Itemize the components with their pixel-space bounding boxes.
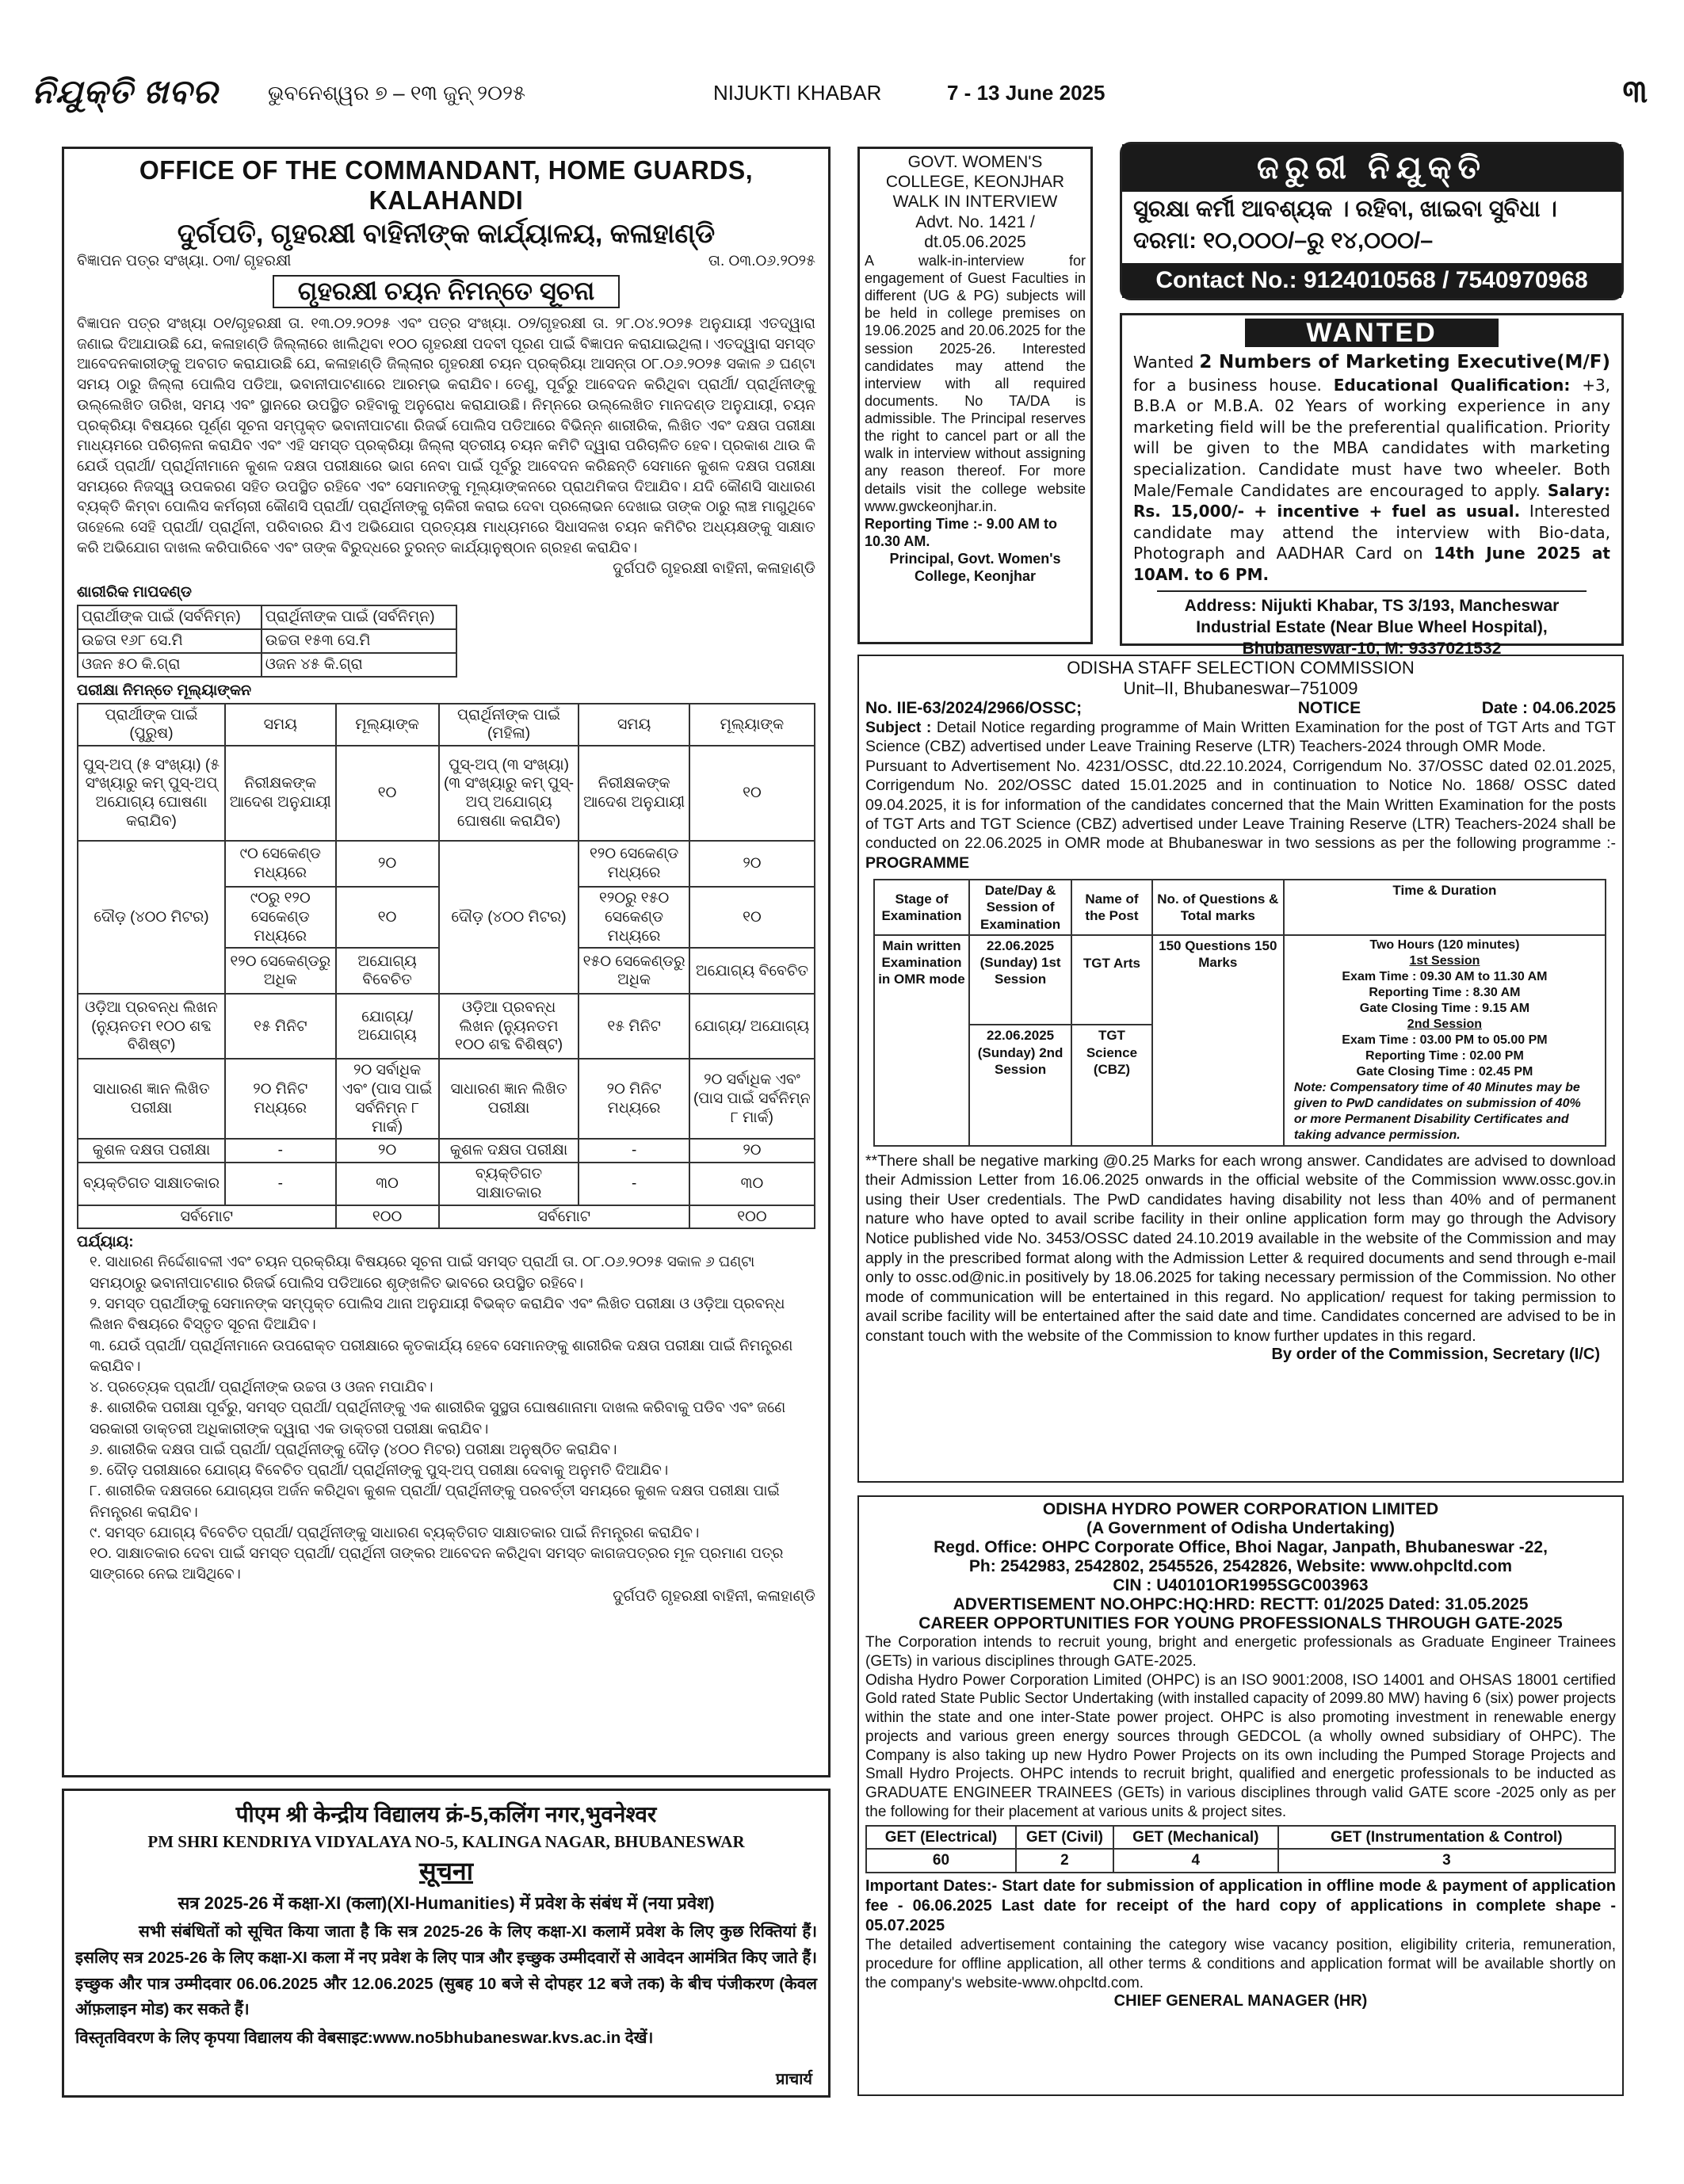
- ohpc-h: GET (Electrical): [866, 1826, 1016, 1850]
- ossc-s2-date: 22.06.2025 (Sunday) 2nd Session: [969, 1025, 1071, 1145]
- gwc-sign: Principal, Govt. Women's College, Keonjhar: [889, 551, 1061, 585]
- hg-eval-race-m: ଦୌଡ଼ (୪୦୦ ମିଟର): [78, 841, 225, 994]
- hg-eval-total: ୧୦୦: [689, 1205, 815, 1229]
- hg-eval-cell: ନିରୀକ୍ଷକଙ୍କ ଆଦେଶ ଅନୁଯାୟୀ: [225, 746, 336, 841]
- hg-notes-title: ପର୍ଯ୍ୟାୟ:: [77, 1234, 134, 1251]
- hg-eval-cell: ୩୦: [336, 1163, 439, 1205]
- wanted-body-e: +3, B.B.A or M.B.A. 02 Years of working experience in any marketing field will be the preferential qualification. Priority will be given to the MBA candidates with marketing specialization. Candidate must have two wheeler. Both Male/Female Candidates are encouraged to apply.: [1133, 375, 1611, 500]
- page-number: ୩: [1622, 74, 1648, 109]
- kv-notice: [62, 1789, 831, 2098]
- kv-heading: सूचना: [418, 1857, 473, 1885]
- ossc-s2-post: TGT Science (CBZ): [1071, 1025, 1152, 1145]
- ohpc-notice: [857, 1495, 1624, 2096]
- hg-note: ୯. ସମସ୍ତ ଯୋଗ୍ୟ ବିବେଚିତ ପ୍ରାର୍ଥୀ/ ପ୍ରାର୍ଥିନୀଙ୍କୁ ସାଧାରଣ ବ୍ୟକ୍ତିଗତ ସାକ୍ଷାତକାର ପାଇଁ ନିମନ୍ତ୍ରଣ କରାଯିବ।: [90, 1523, 700, 1541]
- hg-heading: ଗୃହରକ୍ଷୀ ଚୟନ ନିମନ୍ତେ ସୂଚନା: [273, 275, 620, 308]
- hg-eval-h: ସମୟ: [579, 704, 689, 746]
- hg-eval-cell: ଓଡ଼ିଆ ପ୍ରବନ୍ଧ ଲିଖନ (ନ୍ୟୁନତମ ୧୦୦ ଶବ୍ଦ ବିଶିଷ୍ଟ): [439, 994, 579, 1059]
- hg-eval-h: ସମୟ: [225, 704, 336, 746]
- ohpc-v: 3: [1278, 1849, 1615, 1873]
- hg-eval-h: ପ୍ରାର୍ଥିନୀଙ୍କ ପାଇଁ (ମହିଳା): [439, 704, 579, 746]
- hg-eval-cell: ୨୦: [689, 841, 815, 887]
- ossc-para: Pursuant to Advertisement No. 4231/OSSC, dtd.22.10.2024, Corrigendum No. 37/OSSC dated 02.01.2025, Corrigendum No. 202/OSSC dated 15.01.2025 and in continuation to Notice No. 1868/ OSSC dated 09.04.2025, it is for information of the candidates concerned that the Main Written Examination for the posts of TGT Arts and TGT Science (CBZ) advertised under Leave Training Reserve (LTR) Teachers-2024 shall be conducted on 22.06.2025 in OMR mode at Bhubaneswar in two sessions as per the following programme :-: [865, 757, 1616, 853]
- ossc-s1-post: TGT Arts: [1071, 935, 1152, 1025]
- hg-physical-table: [77, 605, 457, 677]
- urgent-line2: ଦରମା: ୧୦,୦୦୦/–ରୁ ୧୪,୦୦୦/–: [1133, 228, 1434, 254]
- ossc-notice: [857, 655, 1624, 1483]
- ossc-sess1-line: Exam Time : 09.30 AM to 11.30 AM: [1342, 969, 1548, 983]
- hg-eval-total: ୧୦୦: [336, 1205, 439, 1229]
- gwc-body: A walk-in-interview for engagement of Guest Faculties in different (UG & PG) subjects will be held in college premises on 19.06.2025 and 20.06.2025 for the session 2025-26. Interested candidates may attend the interview with all required documents. No TA/DA is admissible. The Principal reserves the right to cancel part or all the walk in interview without assigning any reason thereof. For more details visit the college website www.gwckeonjhar.in.: [865, 252, 1086, 514]
- hg-eval-cell: କୁଶଳ ଦକ୍ଷତା ପରୀକ୍ଷା: [439, 1139, 579, 1163]
- hg-note: ୧. ସାଧାରଣ ନିର୍ଦ୍ଦେଶାବଳୀ ଏବଂ ଚୟନ ପ୍ରକ୍ରିୟା ବିଷୟରେ ସୂଚନା ପାଇଁ ସମସ୍ତ ପ୍ରାର୍ଥୀ ତା. ୦୮.୦୬.୨୦୨୫ ସକାଳ ୬ ଘଣ୍ଟା ସମୟଠାରୁ ଭବାନୀପାଟଣାର ରିଜର୍ଭ ପୋଲିସ ପଡିଆରେ ଶୃଙ୍ଖଳିତ ଭାବରେ ଉପସ୍ଥିତ ରହିବେ।: [90, 1253, 755, 1291]
- gwc-timing: Reporting Time :- 9.00 AM to 10.30 AM.: [865, 515, 1058, 549]
- hg-eval-cell: ନିରୀକ୍ଷକଙ୍କ ଆଦେଶ ଅନୁଯାୟୀ: [579, 746, 689, 841]
- hg-note: ୫. ଶାରୀରିକ ପରୀକ୍ଷା ପୂର୍ବରୁ, ସମସ୍ତ ପ୍ରାର୍ଥୀ/ ପ୍ରାର୍ଥିନୀଙ୍କୁ ଏକ ଶାରୀରିକ ସୁସ୍ଥତା ଘୋଷଣାନାମା ଦାଖଲ କରିବାକୁ ପଡିବ ଏବଂ ଜଣେ ସରକାରୀ ଡାକ୍ତରୀ ଅଧିକାରୀଙ୍କ ଦ୍ୱାରା ଏକ ଡାକ୍ତରୀ ପରୀକ୍ଷା କରାଯିବ।: [90, 1399, 786, 1437]
- hg-notes: [77, 1251, 815, 1584]
- urgent-banner: ଜରୁରୀ ନିଯୁକ୍ତି: [1122, 144, 1621, 192]
- hg-eval-title: ପରୀକ୍ଷା ନିମନ୍ତେ ମୂଲ୍ୟାଙ୍କନ: [77, 682, 252, 699]
- wanted-body-b: 2 Numbers of Marketing Executive(M/F): [1199, 352, 1610, 372]
- kv-sub: सत्र 2025-26 में कक्षा-XI (कला)(XI-Humanities) में प्रवेश के संबंध में (नया प्रवेश): [178, 1893, 715, 1913]
- wanted-body-a: Wanted: [1133, 353, 1194, 372]
- ossc-dur-title: Two Hours (120 minutes): [1369, 937, 1520, 952]
- hg-note: ୪. ପ୍ରତ୍ୟେକ ପ୍ରାର୍ଥୀ/ ପ୍ରାର୍ଥିନୀଙ୍କ ଉଚ୍ଚତା ଓ ଓଜନ ମପାଯିବ।: [90, 1378, 433, 1396]
- hg-eval-cell: କୁଶଳ ଦକ୍ଷତା ପରୀକ୍ଷା: [78, 1139, 225, 1163]
- hg-eval-cell: ୧୨୦ ସେକେଣ୍ଡରୁ ଅଧିକ: [225, 948, 336, 994]
- ossc-sess2: 2nd Session: [1407, 1017, 1483, 1031]
- hg-eval-cell: ୧୫ ମିନିଟ: [579, 994, 689, 1059]
- hg-eval-cell: ଯୋଗ୍ୟ/ ଅଯୋଗ୍ୟ: [336, 994, 439, 1059]
- urgent-recruitment: [1120, 142, 1624, 300]
- ohpc-v: 2: [1016, 1849, 1113, 1873]
- ossc-notice-label: NOTICE: [1297, 699, 1361, 717]
- hg-title-en: OFFICE OF THE COMMANDANT, HOME GUARDS, KALAHANDI: [139, 155, 754, 215]
- ohpc-cin: CIN : U40101OR1995SGC003963: [1113, 1576, 1369, 1594]
- ossc-stage: Main written Examination in OMR mode: [874, 935, 969, 1146]
- wanted-notice: [1120, 313, 1624, 659]
- hg-eval-cell: ପୁସ୍-ଅପ୍ (୫ ସଂଖ୍ୟା) (୫ ସଂଖ୍ୟାରୁ କମ୍ ପୁସ୍-ଅପ୍ ଅଯୋଗ୍ୟ ଘୋଷଣା କରାଯିବ): [78, 746, 225, 841]
- wanted-title-text: WANTED: [1306, 318, 1438, 348]
- hg-eval-cell: ୨୦ ସର୍ବାଧିକ ଏବଂ (ପାସ ପାଇଁ ସର୍ବନିମ୍ନ ୮ ମାର୍କ): [689, 1059, 815, 1139]
- ossc-sess2-line: Gate Closing Time : 02.45 PM: [1356, 1064, 1533, 1079]
- wanted-body-f: Salary: Rs. 15,000/- + incentive + fuel as usual.: [1133, 480, 1610, 521]
- kv-principal: प्राचार्य: [775, 2071, 812, 2088]
- hg-adv-date: ତା. ୦୩.୦୬.୨୦୨୫: [708, 253, 815, 269]
- hg-eval-cell: ୨୦ ସର୍ବାଧିକ ଏବଂ (ପାସ ପାଇଁ ସର୍ବନିମ୍ନ ୮ ମାର୍କ): [336, 1059, 439, 1139]
- hg-eval-cell: ୧୨୦ରୁ ୧୫୦ ସେକେଣ୍ଡ ମଧ୍ୟରେ: [579, 887, 689, 948]
- hg-note: ୨. ସମସ୍ତ ପ୍ରାର୍ଥୀଙ୍କୁ ସେମାନଙ୍କ ସମ୍ପୃକ୍ତ ପୋଲିସ ଥାନା ଅନୁଯାୟୀ ବିଭକ୍ତ କରାଯିବ ଏବଂ ଲିଖିତ ପରୀକ୍ଷା ଓ ଓଡ଼ିଆ ପ୍ରବନ୍ଧ ଲିଖନ ବିଷୟରେ ବିସ୍ତୃତ ସୂଚନା ଦିଆଯିବ।: [90, 1294, 785, 1333]
- hg-eval-cell: ସାଧାରଣ ଜ୍ଞାନ ଲିଖିତ ପରୀକ୍ଷା: [78, 1059, 225, 1139]
- wanted-body-d: Educational Qualification:: [1333, 375, 1571, 395]
- gwc-adv: Advt. No. 1421 / dt.05.06.2025: [915, 212, 1035, 251]
- ossc-sess2-line: Reporting Time : 02.00 PM: [1365, 1048, 1524, 1063]
- ossc-date: Date : 04.06.2025: [1481, 699, 1616, 717]
- wanted-body-h: 14th June 2025 at 10AM. to 6 PM.: [1133, 544, 1610, 584]
- ossc-h: Date/Day & Session of Examination: [969, 880, 1071, 935]
- ohpc-detail: The detailed advertisement containing the category wise vacancy position, eligibility criteria, remuneration, procedure for offline application, all other terms & conditions and application format will be available shortly on the company's website-www.ohpcltd.com.: [865, 1937, 1616, 1991]
- hg-eval-h: ମୂଲ୍ୟାଙ୍କ: [336, 704, 439, 746]
- hg-eval-cell: ୧୦: [689, 746, 815, 841]
- hg-eval-total: ସର୍ବମୋଟ: [439, 1205, 689, 1229]
- hg-physical-cell: ଓଜନ ୫୦ କି.ଗ୍ରା: [78, 653, 262, 677]
- masthead-logo: ନିଯୁକ୍ତି ଖବର: [32, 73, 219, 110]
- hg-signature: ଦୁର୍ଗପତି ଗୃହରକ୍ଷୀ ବାହିନୀ, କଳାହାଣ୍ଡି: [613, 560, 815, 578]
- hg-eval-cell: -: [225, 1163, 336, 1205]
- hg-note: ୧୦. ସାକ୍ଷାତକାର ଦେବା ପାଇଁ ସମସ୍ତ ପ୍ରାର୍ଥୀ/ ପ୍ରାର୍ଥିନୀ ତାଙ୍କର ଆବେଦନ କରିଥିବା ସମସ୍ତ କାଗଜପତ୍ରର ମୂଳ ପ୍ରମାଣ ପତ୍ର ସାଙ୍ଗରେ ନେଇ ଆସିଥିବେ।: [90, 1544, 784, 1583]
- hg-note: ୮. ଶାରୀରିକ ଦକ୍ଷତାରେ ଯୋଗ୍ୟତା ଅର୍ଜନ କରିଥିବା କୁଶଳ ପ୍ରାର୍ଥୀ/ ପ୍ରାର୍ଥିନୀଙ୍କୁ ପରବର୍ତ୍ତୀ ସମୟରେ କୁଶଳ ଦକ୍ଷତା ପରୀକ୍ଷା ପାଇଁ ନିମନ୍ତ୍ରଣ କରାଯିବ।: [90, 1482, 780, 1520]
- ohpc-v: 60: [866, 1849, 1016, 1873]
- ohpc-adv: ADVERTISEMENT NO.OHPC:HQ:HRD: RECTT: 01/2025 Dated: 31.05.2025: [953, 1595, 1529, 1613]
- ossc-subject: Detail Notice regarding programme of Main Written Examination for the post of TGT Arts and TGT Science (CBZ) advertised under Leave Training Reserve (LTR) Teachers-2024 through OMR Mode.: [865, 719, 1616, 756]
- ossc-h: Time & Duration: [1284, 880, 1606, 935]
- hg-eval-table: [77, 703, 815, 1230]
- hg-eval-cell: ବ୍ୟକ୍ତିଗତ ସାକ୍ଷାତକାର: [439, 1163, 579, 1205]
- ossc-title: ODISHA STAFF SELECTION COMMISSION: [1067, 658, 1415, 678]
- ossc-pwd-note: Note: Compensatory time of 40 Minutes may be given to PwD candidates on submission of 40% or more Permanent Disability Certificates and taking advance permission.: [1293, 1080, 1581, 1142]
- hg-eval-cell: ୧୦: [336, 746, 439, 841]
- ossc-programme: PROGRAMME: [865, 853, 970, 872]
- ohpc-h: GET (Civil): [1016, 1826, 1113, 1850]
- ohpc-dates: Important Dates:- Start date for submission of application in offline mode & payment of application fee - 06.06.2025 Last date for receipt of the hard copy of applications in complete shape - 05.07.2025: [865, 1877, 1616, 1934]
- ossc-programme-table: [873, 879, 1606, 1147]
- hg-physical-title: ଶାରୀରିକ ମାପଦଣ୍ଡ: [77, 584, 193, 601]
- hg-physical-h2: ପ୍ରାର୍ଥିନୀଙ୍କ ପାଇଁ (ସର୍ବନିମ୍ନ): [262, 605, 456, 629]
- hg-physical-cell: ଉଚ୍ଚତା ୧୬୮ ସେ.ମି: [78, 629, 262, 653]
- ossc-sess1-line: Gate Closing Time : 9.15 AM: [1359, 1001, 1530, 1015]
- hg-note: ୩. ଯେଉଁ ପ୍ରାର୍ଥୀ/ ପ୍ରାର୍ଥିନୀମାନେ ଉପରୋକ୍ତ ପରୀକ୍ଷାରେ କୃତକାର୍ଯ୍ୟ ହେବେ ସେମାନଙ୍କୁ ଶାରୀରିକ ଦକ୍ଷତା ପରୀକ୍ଷା ପାଇଁ ନିମନ୍ତ୍ରଣ କରାଯିବ।: [90, 1336, 793, 1374]
- wanted-body-g: Interested candidate may attend the interview with Bio-data, Photograph and AADHAR Card on: [1133, 502, 1610, 563]
- masthead-date: 7 - 13 June 2025: [947, 81, 1105, 105]
- hg-eval-cell: ୩୦: [689, 1163, 815, 1205]
- hg-physical-h1: ପ୍ରାର୍ଥୀଙ୍କ ପାଇଁ (ସର୍ବନିମ୍ନ): [78, 605, 262, 629]
- hg-eval-cell: ୨୦ ମିନିଟ ମଧ୍ୟରେ: [579, 1059, 689, 1139]
- ossc-subject-label: Subject :: [865, 719, 932, 736]
- ohpc-vacancy-table: [865, 1825, 1616, 1874]
- kv-website[interactable]: विस्तृतविवरण के लिए कृपया विद्यालय की वेबसाइट:www.no5bhubaneswar.kvs.ac.in देखें।: [75, 2029, 654, 2048]
- ossc-sess2-line: Exam Time : 03.00 PM to 05.00 PM: [1342, 1033, 1548, 1047]
- ohpc-p1: The Corporation intends to recruit young, bright and energetic professionals as Graduate Engineer Trainees (GETs) in various disciplines through GATE-2025.: [865, 1634, 1616, 1670]
- kv-title-hi: पीएम श्री केन्द्रीय विद्यालय क्रं-5,कलिंग नगर,भुवनेश्वर: [235, 1802, 657, 1827]
- ossc-ref: No. IIE-63/2024/2966/OSSC;: [865, 699, 1083, 717]
- hg-eval-cell: -: [579, 1139, 689, 1163]
- hg-eval-cell: ୧୫ ମିନିଟ: [225, 994, 336, 1059]
- gwc-notice: [857, 147, 1093, 644]
- hg-eval-cell: -: [579, 1163, 689, 1205]
- hg-eval-race-f: ଦୌଡ଼ (୪୦୦ ମିଟର): [439, 841, 579, 994]
- hg-eval-cell: ୧୦: [689, 887, 815, 948]
- ohpc-title: ODISHA HYDRO POWER CORPORATION LIMITED: [1042, 1500, 1439, 1518]
- ohpc-career: CAREER OPPORTUNITIES FOR YOUNG PROFESSIONALS THROUGH GATE-2025: [918, 1614, 1563, 1632]
- wanted-title: [1245, 319, 1499, 347]
- ossc-h: No. of Questions & Total marks: [1152, 880, 1284, 935]
- hg-signature-2: ଦୁର୍ଗପତି ଗୃହରକ୍ଷୀ ବାହିନୀ, କଳାହାଣ୍ଡି: [613, 1587, 815, 1605]
- ossc-sess1-line: Reporting Time : 8.30 AM: [1369, 985, 1521, 999]
- wanted-body: [1133, 350, 1610, 586]
- hg-eval-cell: ଯୋଗ୍ୟ/ ଅଯୋଗ୍ୟ: [689, 994, 815, 1059]
- ohpc-h: GET (Mechanical): [1113, 1826, 1278, 1850]
- ossc-unit: Unit–II, Bhubaneswar–751009: [1123, 678, 1358, 698]
- hg-physical-cell: ଓଜନ ୪୫ କି.ଗ୍ରା: [262, 653, 456, 677]
- hg-eval-cell: ୧୫୦ ସେକେଣ୍ଡରୁ ଅଧିକ: [579, 948, 689, 994]
- ohpc-office: Regd. Office: OHPC Corporate Office, Bhoi Nagar, Janpath, Bhubaneswar -22,: [934, 1538, 1548, 1556]
- ossc-order: By order of the Commission, Secretary (I/C): [1271, 1346, 1600, 1364]
- hg-eval-cell: -: [225, 1139, 336, 1163]
- hg-eval-cell: ଅଯୋଗ୍ୟ ବିବେଚିତ: [336, 948, 439, 994]
- hg-eval-cell: ଅଯୋଗ୍ୟ ବିବେଚିତ: [689, 948, 815, 994]
- urgent-contact[interactable]: Contact No.: 9124010568 / 7540970968: [1122, 263, 1621, 298]
- hg-eval-cell: ଓଡ଼ିଆ ପ୍ରବନ୍ଧ ଲିଖନ (ନ୍ୟୁନତମ ୧୦୦ ଶବ୍ଦ ବିଶିଷ୍ଟ): [78, 994, 225, 1059]
- masthead-odia-date: ଭୁବନେଶ୍ୱର ୭ – ୧୩ ଜୁନ୍ ୨୦୨୫: [268, 81, 526, 105]
- masthead-paper-name: NIJUKTI KHABAR: [713, 81, 882, 105]
- wanted-body-c: for a business house.: [1133, 375, 1322, 395]
- hg-eval-cell: ସାଧାରଣ ଜ୍ଞାନ ଲିଖିତ ପରୀକ୍ଷା: [439, 1059, 579, 1139]
- home-guards-notice: [62, 147, 831, 1777]
- kv-title-en: PM SHRI KENDRIYA VIDYALAYA NO-5, KALINGA NAGAR, BHUBANESWAR: [147, 1832, 745, 1851]
- ossc-questions: 150 Questions 150 Marks: [1152, 935, 1284, 1146]
- ossc-after: **There shall be negative marking @0.25 Marks for each wrong answer. Candidates are advised to download their Admission Letter from 16.06.2025 onwards in the official website of the Commission www.ossc.gov.in using their User credentials. The PwD candidates having disability not less than 40% and of permanent nature who have opted to avail scribe facility in their online application form may go through the Advisory Notice published vide No. 3453/OSSC dated 24.10.2019 available in the website of the Commission and may apply in the prescribed format along with the Admission Letter & required documents and send through e-mail only to ossc.od@nic.in positively by 18.06.2025 for taking necessary permission of the Commission. No other mode of communication will be entertained in this regard. No application/ request for taking permission to avail scribe facility will be entertained after the said date and time. Candidates concerned are advised to be in constant touch with the website of the Commission to know further updates in this regard.: [865, 1151, 1616, 1345]
- gwc-title: GOVT. WOMEN'S COLLEGE, KEONJHAR WALK IN INTERVIEW: [885, 153, 1065, 212]
- hg-adv-no: ବିଜ୍ଞାପନ ପତ୍ର ସଂଖ୍ୟା. ୦୩/ ଗୃହରକ୍ଷୀ: [77, 253, 292, 269]
- wanted-address: Address: Nijukti Khabar, TS 3/193, Mancheswar Industrial Estate (Near Blue Wheel Hospital), Bhubaneswar-10, M: 9337021532: [1157, 590, 1587, 660]
- ossc-s1-date: 22.06.2025 (Sunday) 1st Session: [969, 935, 1071, 1025]
- hg-eval-total: ସର୍ବମୋଟ: [78, 1205, 336, 1229]
- hg-eval-cell: ୯୦ ସେକେଣ୍ଡ ମଧ୍ୟରେ: [225, 841, 336, 887]
- ohpc-p2: Odisha Hydro Power Corporation Limited (OHPC) is an ISO 9001:2008, ISO 14001 and OHSAS 18001 certified Gold rated State Public Sector Undertaking (with installed capacity of 2099.80 MW) having 6 (six) power projects within the state and one inter-State power project. OHPC is also promoting investment in renewable energy projects and various green energy sources through GEDCOL (a wholly owned subsidiary of OHPC). The Company is also taking up new Hydro Power Projects on its own including the Pumped Storage Projects and Small Hydro Projects. OHPC intends to recruit bright, qualified and energetic professionals to be inducted as GRADUATE ENGINEER TRAINEES (GETs) in various disciplines through valid GATE score -2025 only as per the following for their placement at various units & project sites.: [865, 1671, 1616, 1820]
- hg-eval-cell: ୨୦: [689, 1139, 815, 1163]
- urgent-line1: ସୁରକ୍ଷା କର୍ମୀ ଆବଶ୍ୟକ । ରହିବା, ଖାଇବା ସୁବିଧା ।: [1133, 197, 1557, 222]
- hg-eval-cell: ୨୦: [336, 841, 439, 887]
- ohpc-v: 4: [1113, 1849, 1278, 1873]
- hg-body: ବିଜ୍ଞାପନ ପତ୍ର ସଂଖ୍ୟା ୦୧/ଗୃହରକ୍ଷୀ ତା. ୧୩.୦୨.୨୦୨୫ ଏବଂ ପତ୍ର ସଂଖ୍ୟା. ୦୨/ଗୃହରକ୍ଷୀ ତା. ୨୮.୦୪.୨୦୨୫ ଅନୁଯାୟୀ ଏତଦ୍ୱାରା ଜଣାଇ ଦିଆଯାଉଛି ଯେ, କଳାହାଣ୍ଡି ଜିଲ୍ଲାରେ ଖାଲିଥିବା ୧୦୦ ଗୃହରକ୍ଷୀ ପଦବୀ ପୂରଣ ପାଇଁ ବିଜ୍ଞାପନ କରାଯାଇଥିଲା। ଏତଦ୍ୱାରା ସମସ୍ତ ଆବେଦନକାରୀଙ୍କୁ ଅବଗତ କରାଯାଉଛି ଯେ, କଳାହାଣ୍ଡି ଜିଲ୍ଲାର ଗୃହରକ୍ଷୀ ଚୟନ ପ୍ରକ୍ରିୟା ଆସନ୍ତା ୦୮.୦୬.୨୦୨୫ ସକାଳ ୬ ଘଣ୍ଟା ସମୟ ଠାରୁ ଜିଲ୍ଲା ପୋଲିସ ପଡିଆ, ଭବାନୀପାଟଣାରେ ଆରମ୍ଭ କରାଯିବ। ତେଣୁ, ପୂର୍ବରୁ ଆବେଦନ କରିଥିବା ପ୍ରାର୍ଥୀ/ ପ୍ରାର୍ଥିନୀଙ୍କୁ ଉଲ୍ଲେଖିତ ତାରିଖ, ସମୟ ଏବଂ ସ୍ଥାନରେ ଉପସ୍ଥିତ ରହିବାକୁ ଅନୁରୋଧ କରାଯାଉଛି। ନିମ୍ନରେ ଉଲ୍ଲେଖିତ ମାନଦଣ୍ଡ ଅନୁଯାୟୀ, ଚୟନ ପ୍ରକ୍ରିୟା ବିଷୟରେ ପୂର୍ଣ୍ଣ ସୂଚନା ସମ୍ପୃକ୍ତ ଭବାନୀପାଟଣା ରିଜର୍ଭ ପୋଲିସ ପଡିଆରେ ବିଭିନ୍ନ ଶାରୀରିକ, ଲିଖିତ ଏବଂ ଦକ୍ଷତା ପରୀକ୍ଷା ମାଧ୍ୟମରେ ପରିଚାଳନା କରାଯିବ ଏବଂ ଏହି ସମସ୍ତ ପ୍ରକ୍ରିୟା ଜିଲ୍ଲା ସ୍ତରୀୟ ଚୟନ କମିଟି ଦ୍ୱାରା ପରିଚାଳିତ ହେବ। ପ୍ରକାଶ ଥାଉ କି ଯେଉଁ ପ୍ରାର୍ଥୀ/ ପ୍ରାର୍ଥିନୀମାନେ କୁଶଳ ଦକ୍ଷତା ପରୀକ୍ଷାରେ ଭାଗ ନେବା ପାଇଁ ପୂର୍ବରୁ ଆବେଦନ କରିଛନ୍ତି ସେମାନେ କୁଶଳ ଦକ୍ଷତା ପରୀକ୍ଷା ସମୟରେ ନିଜସ୍ୱ ଉପକରଣ ସହିତ ଉପସ୍ଥିତ ରହିବେ ଏବଂ ସେମାନଙ୍କୁ ମୂଲ୍ୟାଙ୍କନରେ ପ୍ରାଥମିକତା ଦିଆଯିବ। ଯଦି କୌଣସି ସାଧାରଣ ବ୍ୟକ୍ତି କିମ୍ବା ପୋଲିସ କର୍ମଚାରୀ କୌଣସି ପ୍ରାର୍ଥୀ/ ପ୍ରାର୍ଥିନୀଙ୍କୁ ଚାକିରୀ କରାଇ ଦେବା ପ୍ରଲୋଭନ ଦେଖାଇ ତାଙ୍କ ଠାରୁ ଲାଞ୍ଚ ମାଗୁଥିବେ ତାହେଲେ ସେହି ପ୍ରାର୍ଥୀ/ ପ୍ରାର୍ଥିନୀ, ପରିବାରର ଯିଏ ଅଭିଯୋଗ ପ୍ରତ୍ୟକ୍ଷ ମାଧ୍ୟମରେ ସିଧାସଳଖ ଚୟନ କମିଟିର ଅଧ୍ୟକ୍ଷଙ୍କୁ ସାକ୍ଷାତ କରି ଅଭିଯୋଗ ଦାଖଲ କରିପାରିବେ ଏବଂ ତାଙ୍କ ବିରୁଦ୍ଧରେ ତୁରନ୍ତ କାର୍ଯ୍ୟାନୁଷ୍ଠାନ ଗ୍ରହଣ କରାଯିବ।: [77, 315, 815, 556]
- masthead: [32, 73, 1652, 120]
- hg-eval-cell: ପୁସ୍-ଅପ୍ (୩ ସଂଖ୍ୟା) (୩ ସଂଖ୍ୟାରୁ କମ୍ ପୁସ୍-ଅପ୍ ଅଯୋଗ୍ୟ ଘୋଷଣା କରାଯିବ): [439, 746, 579, 841]
- ossc-sess1: 1st Session: [1409, 953, 1480, 968]
- kv-body: सभी संबंधितों को सूचित किया जाता है कि सत्र 2025-26 के लिए कक्षा-XI कलामें प्रवेश के लिए कुछ रिक्तियां हैं। इसलिए सत्र 2025-26 के लिए कक्षा-XI कला में नए प्रवेश के लिए पात्र और इच्छुक उम्मीदवारों से आवेदन आमंत्रित किए जाते हैं। इच्छुक और पात्र उम्मीदवार 06.06.2025 और 12.06.2025 (सुबह 10 बजे से दोपहर 12 बजे तक) के बीच पंजीकरण (केवल ऑफ़लाइन मोड) कर सकते हैं।: [75, 1922, 817, 2019]
- hg-note: ୬. ଶାରୀରିକ ଦକ୍ଷତା ପାଇଁ ପ୍ରାର୍ଥୀ/ ପ୍ରାର୍ଥିନୀଙ୍କୁ ଦୌଡ଼ (୪୦୦ ମିଟର) ପରୀକ୍ଷା ଅନୁଷ୍ଠିତ କରାଯିବ।: [90, 1440, 617, 1457]
- ossc-duration: [1284, 935, 1606, 1146]
- hg-eval-cell: ୨୦: [336, 1139, 439, 1163]
- hg-eval-cell: ୧୨୦ ସେକେଣ୍ଡ ମଧ୍ୟରେ: [579, 841, 689, 887]
- hg-note: ୭. ଦୌଡ଼ ପରୀକ୍ଷାରେ ଯୋଗ୍ୟ ବିବେଚିତ ପ୍ରାର୍ଥୀ/ ପ୍ରାର୍ଥିନୀଙ୍କୁ ପୁସ୍-ଅପ୍ ପରୀକ୍ଷା ଦେବାକୁ ଅନୁମତି ଦିଆଯିବ।: [90, 1461, 669, 1479]
- hg-physical-cell: ଉଚ୍ଚତା ୧୫୩ ସେ.ମି: [262, 629, 456, 653]
- hg-eval-cell: ୨୦ ମିନିଟ ମଧ୍ୟରେ: [225, 1059, 336, 1139]
- ohpc-phone: Ph: 2542983, 2542802, 2545526, 2542826, Website: www.ohpcltd.com: [968, 1557, 1513, 1575]
- hg-eval-cell: ୧୦: [336, 887, 439, 948]
- hg-title-or: ଦୁର୍ଗପତି, ଗୃହରକ୍ଷୀ ବାହିନୀଙ୍କ କାର୍ଯ୍ୟାଳୟ, କଳାହାଣ୍ଡି: [177, 219, 716, 249]
- hg-eval-h: ପ୍ରାର୍ଥୀଙ୍କ ପାଇଁ (ପୁରୁଷ): [78, 704, 225, 746]
- ossc-h: Stage of Examination: [874, 880, 969, 935]
- hg-eval-cell: ୯୦ରୁ ୧୨୦ ସେକେଣ୍ଡ ମଧ୍ୟରେ: [225, 887, 336, 948]
- hg-eval-h: ମୂଲ୍ୟାଙ୍କ: [689, 704, 815, 746]
- hg-eval-cell: ବ୍ୟକ୍ତିଗତ ସାକ୍ଷାତକାର: [78, 1163, 225, 1205]
- ohpc-sub: (A Government of Odisha Undertaking): [1086, 1519, 1395, 1537]
- ossc-h: Name of the Post: [1071, 880, 1152, 935]
- ohpc-h: GET (Instrumentation & Control): [1278, 1826, 1615, 1850]
- ohpc-cgm: CHIEF GENERAL MANAGER (HR): [1113, 1992, 1368, 2010]
